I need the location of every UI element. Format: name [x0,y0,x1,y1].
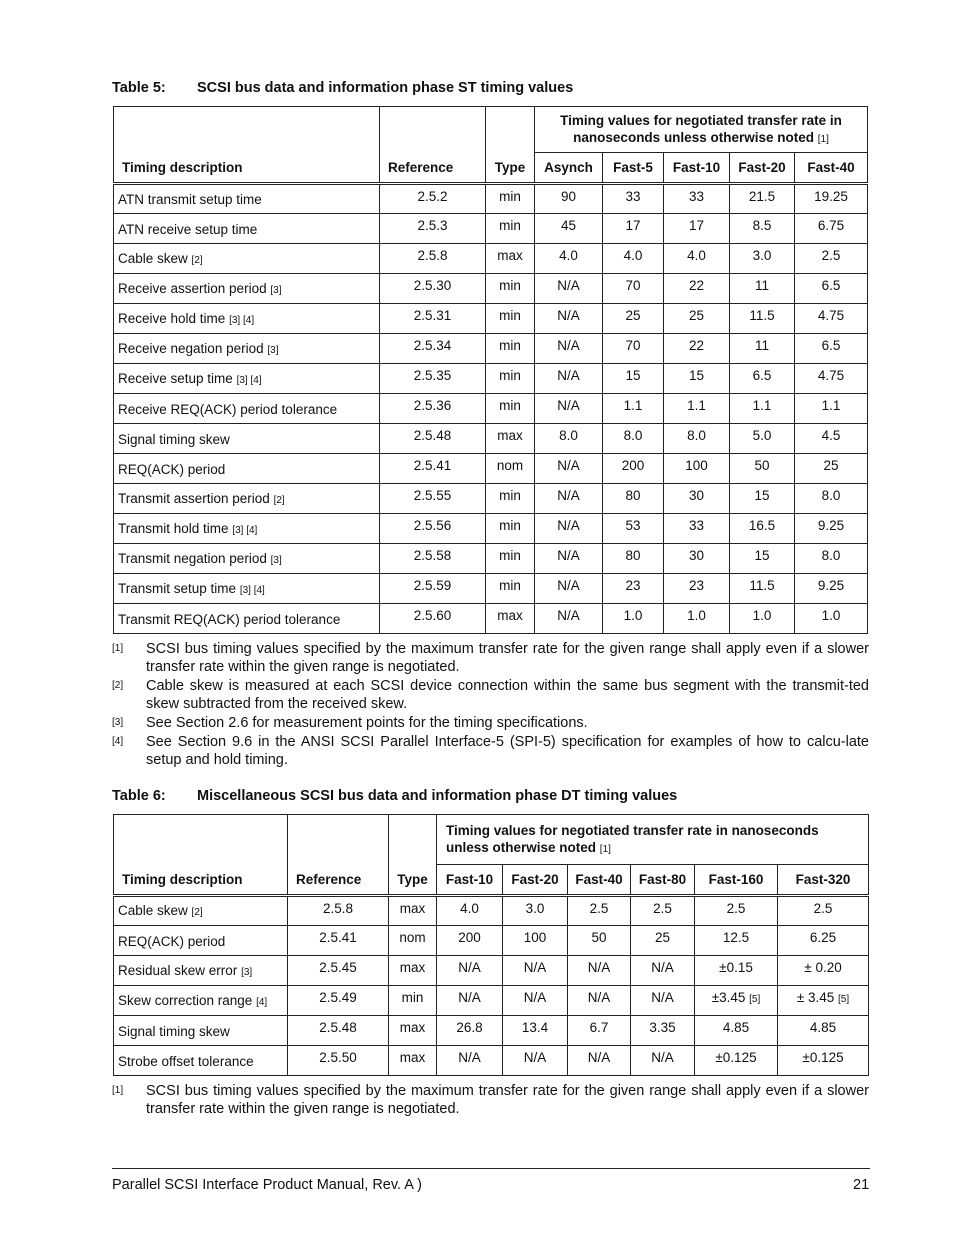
timing-value: 25 [664,304,730,334]
timing-description [114,304,380,334]
timing-value: 1.1 [730,394,795,424]
timing-value: N/A [437,956,503,986]
timing-value: 13.4 [503,1016,568,1046]
type: min [486,514,535,544]
table-row [114,544,868,574]
timing-value: N/A [568,986,631,1016]
footnote [112,733,869,769]
timing-value: 11 [730,274,795,304]
timing-description [114,1016,288,1046]
description-text: Transmit hold time [118,520,229,536]
timing-value: 1.0 [664,604,730,634]
footnote-ref: [3] [4] [229,314,255,326]
type: max [389,1046,437,1076]
table-header [114,107,868,184]
table6-footnotes [112,1082,870,1118]
table-row [114,1016,869,1046]
type: min [486,544,535,574]
timing-value: N/A [568,1046,631,1076]
timing-value: 33 [664,184,730,214]
reference: 2.5.41 [288,926,389,956]
timing-value: N/A [437,1046,503,1076]
reference: 2.5.3 [380,214,486,244]
timing-value: 30 [664,544,730,574]
table-row [114,926,869,956]
reference: 2.5.31 [380,304,486,334]
timing-value: 2.5 [695,896,778,926]
timing-value: 8.0 [795,544,868,574]
table-row [114,514,868,544]
footnote-ref: [2] [191,254,203,266]
description-text: Signal timing skew [118,1023,230,1039]
reference: 2.5.58 [380,544,486,574]
footnote-ref: [3] [4] [236,374,262,386]
timing-value: ±3.45 [5] [695,986,778,1016]
timing-value: 23 [664,574,730,604]
timing-value: 1.0 [795,604,868,634]
footnote [112,714,869,732]
timing-value: N/A [503,1046,568,1076]
description-text: Transmit REQ(ACK) period tolerance [118,611,341,627]
type: min [486,214,535,244]
footnote [112,640,869,676]
header-rate: Fast-320 [778,865,869,896]
table-row [114,214,868,244]
page-number: 21 [853,1177,870,1193]
timing-description [114,214,380,244]
reference: 2.5.35 [380,364,486,394]
footnote-ref: [3] [4] [239,584,265,596]
footnote-mark: [1] [112,1085,124,1096]
footnote-ref: [3] [267,344,279,356]
reference: 2.5.50 [288,1046,389,1076]
table-row [114,424,868,454]
timing-value: N/A [535,394,603,424]
reference: 2.5.34 [380,334,486,364]
footnote-ref: [5] [749,994,761,1005]
type: min [486,364,535,394]
timing-description [114,986,288,1016]
timing-value: N/A [503,986,568,1016]
timing-value: N/A [568,956,631,986]
header-row [114,107,868,153]
footnote-ref: [1] [599,843,611,855]
header-rate: Fast-20 [503,865,568,896]
timing-value: 21.5 [730,184,795,214]
timing-value: N/A [437,986,503,1016]
timing-description [114,926,288,956]
timing-description [114,394,380,424]
table5-footnotes [112,640,870,769]
footnote-ref: [3] [270,284,282,296]
type: max [389,956,437,986]
table-row [114,604,868,634]
timing-value: 15 [603,364,664,394]
timing-value: 200 [603,454,664,484]
timing-value: N/A [535,304,603,334]
timing-description [114,454,380,484]
timing-value: 11 [730,334,795,364]
timing-value: 15 [664,364,730,394]
footnote-text: Cable skew is measured at each SCSI device connection within the same bus segment with the transmit-ted skew subtracted from the received skew. [146,678,869,712]
type: min [486,334,535,364]
timing-value: N/A [535,454,603,484]
timing-value: N/A [535,334,603,364]
timing-value: 70 [603,274,664,304]
header-rate: Fast-10 [437,865,503,896]
description-text: Residual skew error [118,962,238,978]
table5-caption [112,80,870,97]
description-text: Receive hold time [118,310,226,326]
timing-description [114,184,380,214]
reference: 2.5.41 [380,454,486,484]
type: min [486,394,535,424]
timing-description [114,544,380,574]
description-text: ATN transmit setup time [118,192,262,207]
timing-value: 50 [730,454,795,484]
timing-value: 4.5 [795,424,868,454]
description-text: Receive negation period [118,340,264,356]
timing-description [114,484,380,514]
timing-value: 2.5 [795,244,868,274]
table-row [114,986,869,1016]
timing-value: 80 [603,544,664,574]
timing-value: 1.0 [603,604,664,634]
description-text: REQ(ACK) period [118,461,226,477]
footnote-ref: [3] [241,966,253,978]
type: min [389,986,437,1016]
timing-value: 22 [664,334,730,364]
reference: 2.5.59 [380,574,486,604]
header-row [114,815,869,865]
table6-caption [112,788,870,805]
timing-value: 4.0 [437,896,503,926]
timing-description [114,364,380,394]
description-text: Receive setup time [118,370,233,386]
table-row [114,574,868,604]
type: max [389,1016,437,1046]
type: nom [486,454,535,484]
timing-value: N/A [535,574,603,604]
footnote-ref: [3] [4] [232,524,258,536]
timing-value: 8.0 [795,484,868,514]
timing-value: N/A [631,986,695,1016]
timing-value: 26.8 [437,1016,503,1046]
reference: 2.5.8 [288,896,389,926]
timing-value: 5.0 [730,424,795,454]
type: max [486,424,535,454]
timing-value: 4.0 [603,244,664,274]
timing-value: 200 [437,926,503,956]
timing-value: 3.0 [730,244,795,274]
timing-value: N/A [535,274,603,304]
footnote-ref: [4] [256,996,268,1008]
reference: 2.5.8 [380,244,486,274]
timing-value: 45 [535,214,603,244]
table-row [114,244,868,274]
footnote-mark: [4] [112,736,124,747]
timing-value: N/A [631,1046,695,1076]
description-text: ATN receive setup time [118,221,258,237]
footnote-text: SCSI bus timing values specified by the maximum transfer rate for the given range shall apply even if a slower transfer rate within the given range is negotiated. [146,641,869,675]
table-row [114,364,868,394]
description-text: Transmit assertion period [118,490,270,506]
description-text: Strobe offset tolerance [118,1053,254,1069]
timing-value: 4.85 [778,1016,869,1046]
header-type: Type [486,107,535,184]
table-row [114,896,869,926]
timing-value: 25 [603,304,664,334]
timing-value: 8.5 [730,214,795,244]
timing-value: ±0.125 [778,1046,869,1076]
header-rate: Fast-40 [568,865,631,896]
timing-description [114,896,288,926]
timing-value: 70 [603,334,664,364]
type: min [486,184,535,214]
reference: 2.5.2 [380,184,486,214]
header-rate: Asynch [535,153,603,184]
table-title: SCSI bus data and information phase ST timing values [197,80,574,96]
description-text: Receive REQ(ACK) period tolerance [118,401,338,417]
footer-divider [112,1168,870,1169]
header-timing-description: Timing description [114,815,288,896]
timing-value: 3.35 [631,1016,695,1046]
header-reference: Reference [288,815,389,896]
timing-value: 30 [664,484,730,514]
timing-description [114,424,380,454]
timing-description [114,604,380,634]
timing-value: 9.25 [795,514,868,544]
timing-value: 8.0 [535,424,603,454]
timing-value: 2.5 [631,896,695,926]
timing-description [114,334,380,364]
timing-value: ± 0.20 [778,956,869,986]
type: min [486,574,535,604]
timing-value: 22 [664,274,730,304]
timing-value: 17 [664,214,730,244]
footnote-mark: [2] [112,680,124,691]
timing-value: 80 [603,484,664,514]
reference: 2.5.55 [380,484,486,514]
type: min [486,484,535,514]
type: nom [389,926,437,956]
reference: 2.5.36 [380,394,486,424]
footnote-ref: [5] [838,994,850,1005]
table-row [114,274,868,304]
timing-value: 25 [795,454,868,484]
footnote-text: See Section 9.6 in the ANSI SCSI Parallel Interface-5 (SPI-5) specification for examples of how to calcu-late setup and hold timing. [146,734,869,768]
timing-value: ± 3.45 [5] [778,986,869,1016]
footnote-text: See Section 2.6 for measurement points for the timing specifications. [146,715,588,731]
timing-value: 25 [631,926,695,956]
group-title: Timing values for negotiated transfer rate in nanoseconds unless otherwise noted [446,822,819,855]
spacer [112,770,870,788]
reference: 2.5.45 [288,956,389,986]
timing-value: 33 [664,514,730,544]
timing-value: 4.0 [664,244,730,274]
timing-value: 6.5 [730,364,795,394]
timing-value: 1.1 [795,394,868,424]
description-text: Receive assertion period [118,280,267,296]
timing-value: 2.5 [778,896,869,926]
table-number: Table 5: [112,80,166,96]
table6 [113,814,869,1076]
timing-value: 23 [603,574,664,604]
header-group [437,815,869,865]
reference: 2.5.48 [288,1016,389,1046]
table-row [114,1046,869,1076]
footnote-ref: [2] [191,907,203,918]
timing-value: N/A [535,514,603,544]
table-number: Table 6: [112,788,166,804]
table-row [114,334,868,364]
table-row [114,956,869,986]
timing-value: 1.1 [664,394,730,424]
header-rate: Fast-40 [795,153,868,184]
timing-value: N/A [535,544,603,574]
table-body [114,896,869,1076]
table-row [114,184,868,214]
description-text: Transmit negation period [118,550,267,566]
timing-description [114,956,288,986]
footnote-mark: [1] [112,643,124,654]
table-title: Miscellaneous SCSI bus data and information phase DT timing values [197,788,678,804]
table-row [114,454,868,484]
timing-value: 2.5 [568,896,631,926]
timing-value: 4.85 [695,1016,778,1046]
timing-value: 8.0 [603,424,664,454]
type: max [486,604,535,634]
timing-value: ±0.125 [695,1046,778,1076]
timing-value: 50 [568,926,631,956]
timing-value: 1.0 [730,604,795,634]
timing-value: N/A [535,604,603,634]
timing-value: 100 [664,454,730,484]
header-timing-description: Timing description [114,107,380,184]
description-text: REQ(ACK) period [118,933,226,949]
timing-value: 4.0 [535,244,603,274]
description-text: Signal timing skew [118,431,230,447]
footnote-ref: [2] [273,494,285,506]
description-text: Cable skew [118,250,188,266]
reference: 2.5.48 [380,424,486,454]
type: min [486,274,535,304]
header-rate: Fast-5 [603,153,664,184]
timing-value: 19.25 [795,184,868,214]
timing-value: 16.5 [730,514,795,544]
timing-value: 11.5 [730,304,795,334]
timing-value: 15 [730,484,795,514]
table-body [114,184,868,634]
timing-value: 6.5 [795,334,868,364]
timing-value: 11.5 [730,574,795,604]
timing-value: 8.0 [664,424,730,454]
type: min [486,304,535,334]
type: max [486,244,535,274]
description-text: Cable skew [118,903,188,918]
type: max [389,896,437,926]
timing-description [114,574,380,604]
table-row [114,484,868,514]
timing-value: 6.5 [795,274,868,304]
footnote-ref: [3] [270,554,282,566]
timing-value: 17 [603,214,664,244]
header-reference: Reference [380,107,486,184]
footnote [112,677,869,713]
timing-value: N/A [535,484,603,514]
description-text: Transmit setup time [118,580,237,596]
footnote-mark: [3] [112,717,124,728]
timing-value: 3.0 [503,896,568,926]
timing-value: 6.7 [568,1016,631,1046]
reference: 2.5.30 [380,274,486,304]
header-rate: Fast-20 [730,153,795,184]
table-row [114,304,868,334]
timing-value: 90 [535,184,603,214]
table-row [114,394,868,424]
timing-value: 4.75 [795,304,868,334]
header-rate: Fast-80 [631,865,695,896]
timing-description [114,1046,288,1076]
timing-value: N/A [535,364,603,394]
header-group [535,107,868,153]
page-content [112,80,870,1119]
footnote-ref: [1] [817,133,829,145]
footer-title: Parallel SCSI Interface Product Manual, Rev. A ) [112,1177,423,1193]
timing-value: 4.75 [795,364,868,394]
reference: 2.5.49 [288,986,389,1016]
timing-value: N/A [503,956,568,986]
timing-value: ±0.15 [695,956,778,986]
header-rate: Fast-10 [664,153,730,184]
timing-description [114,244,380,274]
timing-value: N/A [631,956,695,986]
footnote [112,1082,869,1118]
table5 [113,106,868,634]
reference: 2.5.56 [380,514,486,544]
table-header [114,815,869,896]
group-title: Timing values for negotiated transfer rate in nanoseconds unless otherwise noted [560,112,842,145]
timing-value: 12.5 [695,926,778,956]
header-type: Type [389,815,437,896]
timing-value: 100 [503,926,568,956]
timing-value: 15 [730,544,795,574]
timing-description [114,274,380,304]
timing-value: 33 [603,184,664,214]
timing-value: 9.25 [795,574,868,604]
footnote-text: SCSI bus timing values specified by the maximum transfer rate for the given range shall apply even if a slower transfer rate within the given range is negotiated. [146,1083,869,1117]
header-rate: Fast-160 [695,865,778,896]
description-text: Skew correction range [118,992,253,1008]
timing-value: 6.25 [778,926,869,956]
timing-value: 6.75 [795,214,868,244]
timing-value: 53 [603,514,664,544]
reference: 2.5.60 [380,604,486,634]
timing-description [114,514,380,544]
timing-value: 1.1 [603,394,664,424]
